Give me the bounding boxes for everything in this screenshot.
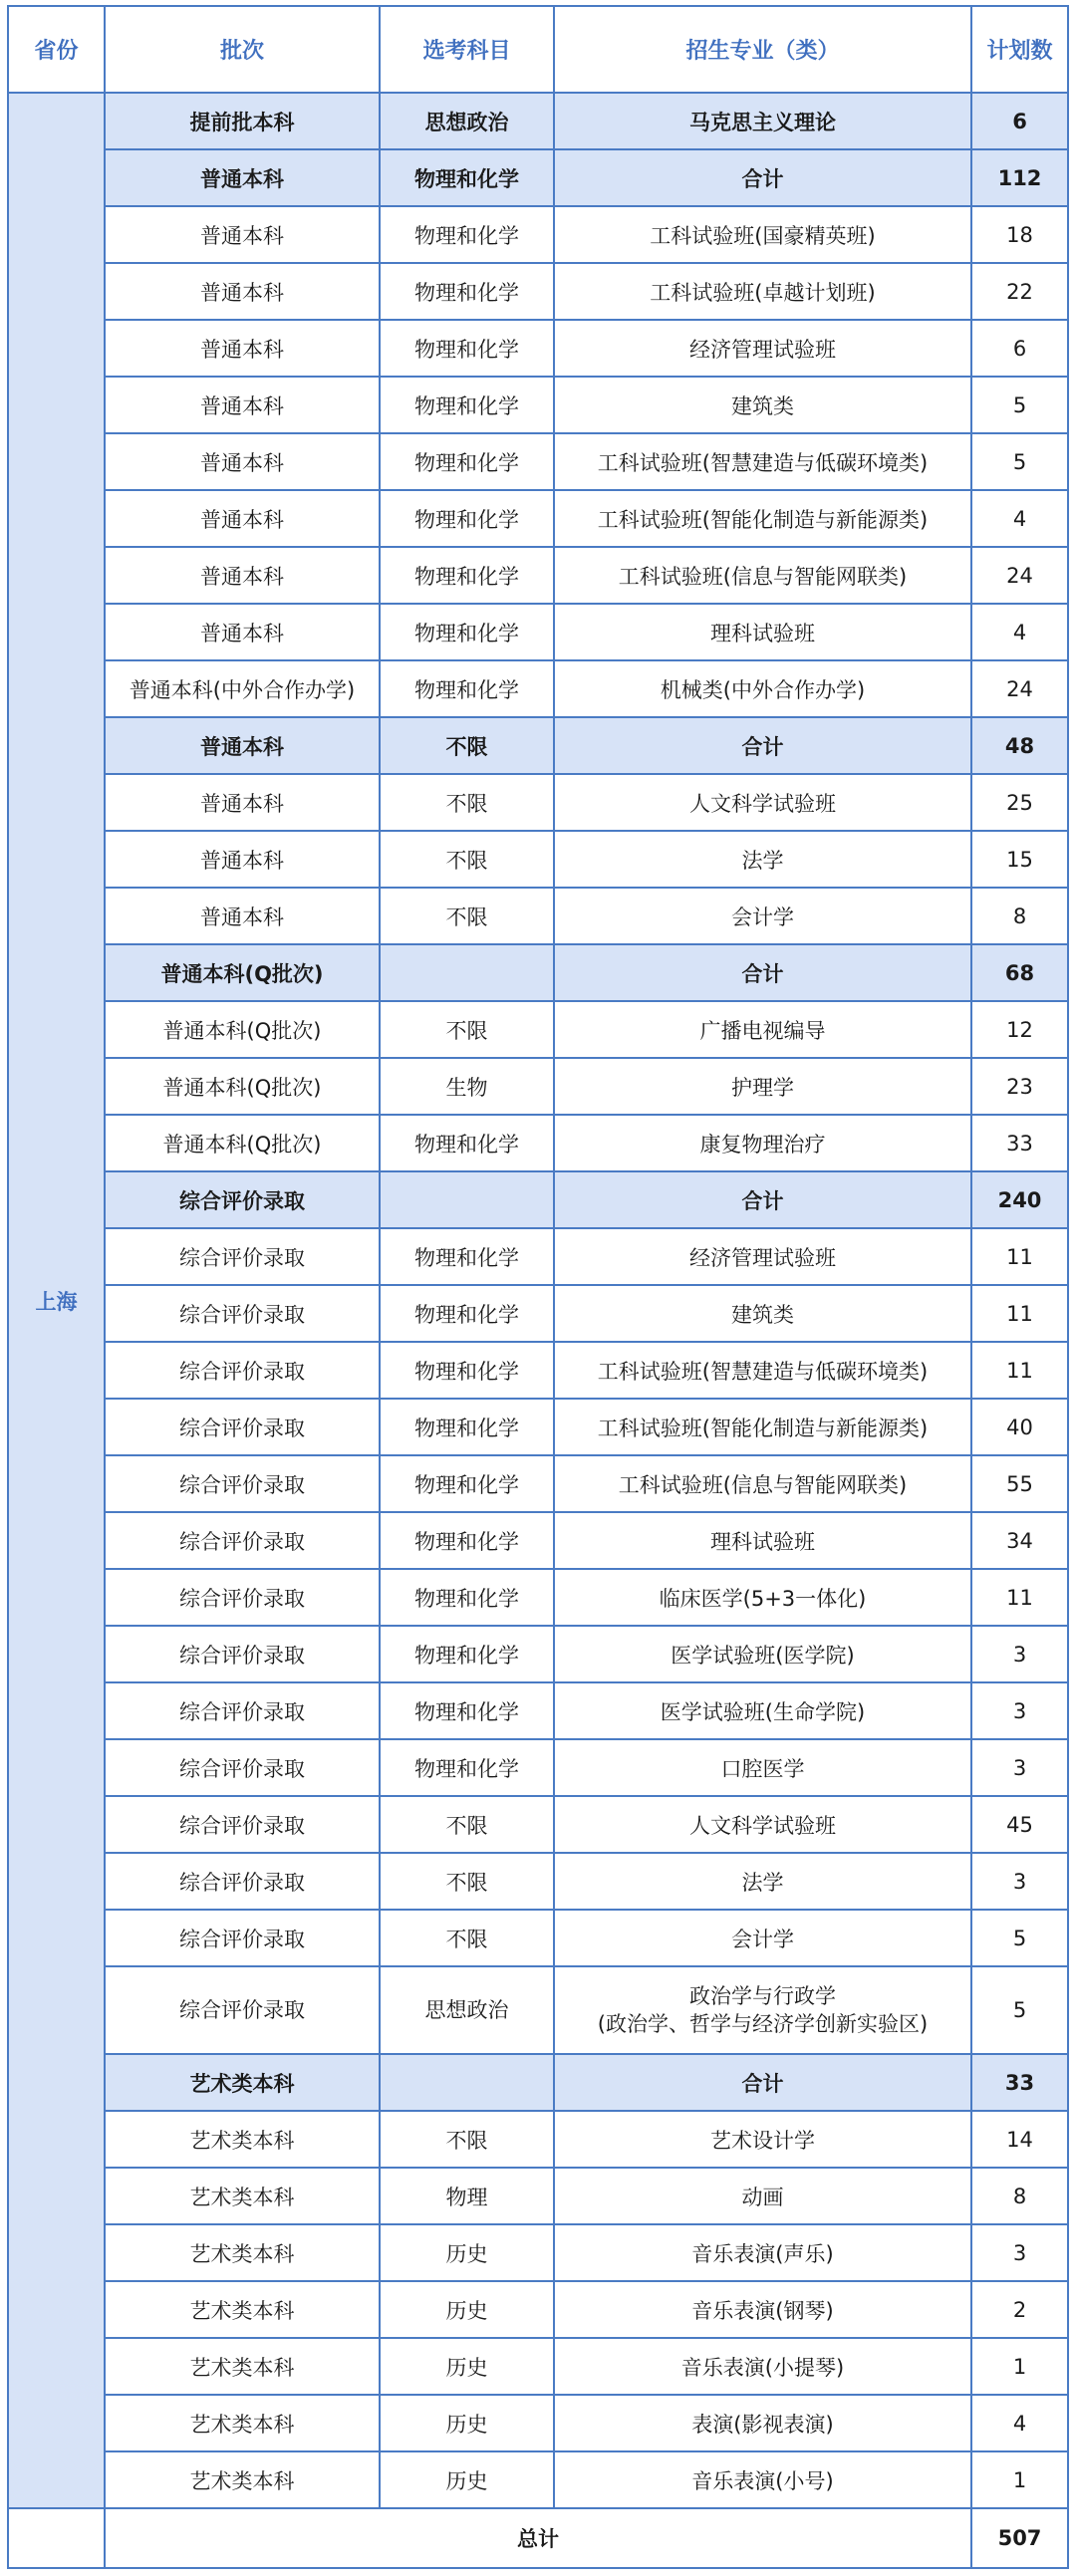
major-cell: 音乐表演(小提琴) xyxy=(554,2338,971,2395)
table-row xyxy=(8,263,1068,320)
major-cell xyxy=(554,1966,971,2054)
subject-cell: 历史 xyxy=(380,2281,554,2338)
plan-cell: 1 xyxy=(971,2451,1068,2508)
table-row xyxy=(8,2111,1068,2168)
subject-cell: 物理和化学 xyxy=(380,433,554,490)
batch-cell: 普通本科 xyxy=(105,433,380,490)
major-cell: 工科试验班(国豪精英班) xyxy=(554,206,971,263)
subject-cell: 物理和化学 xyxy=(380,1228,554,1285)
province-cell: 上海 xyxy=(8,93,105,2508)
table-row xyxy=(8,1115,1068,1171)
total-label: 总计 xyxy=(105,2508,971,2568)
subject-cell: 不限 xyxy=(380,2111,554,2168)
table-row xyxy=(8,320,1068,377)
header-province: 省份 xyxy=(8,6,105,93)
batch-cell: 艺术类本科 xyxy=(105,2168,380,2224)
batch-cell: 普通本科 xyxy=(105,547,380,604)
batch-cell: 综合评价录取 xyxy=(105,1399,380,1455)
major-cell: 音乐表演(声乐) xyxy=(554,2224,971,2281)
subject-cell: 物理和化学 xyxy=(380,1399,554,1455)
table-row xyxy=(8,547,1068,604)
subject-cell: 不限 xyxy=(380,1001,554,1058)
batch-cell: 艺术类本科 xyxy=(105,2224,380,2281)
major-cell: 康复物理治疗 xyxy=(554,1115,971,1171)
plan-cell: 24 xyxy=(971,660,1068,717)
table-row xyxy=(8,1796,1068,1853)
plan-cell: 11 xyxy=(971,1228,1068,1285)
batch-cell: 普通本科 xyxy=(105,490,380,547)
major-cell: 工科试验班(智慧建造与低碳环境类) xyxy=(554,433,971,490)
batch-cell: 普通本科(Q批次) xyxy=(105,1001,380,1058)
batch-cell: 综合评价录取 xyxy=(105,1682,380,1739)
table-row xyxy=(8,1626,1068,1682)
plan-cell: 11 xyxy=(971,1569,1068,1626)
major-line: 政治学与行政学 xyxy=(689,1983,836,2008)
plan-cell: 33 xyxy=(971,2054,1068,2111)
batch-cell: 普通本科(中外合作办学) xyxy=(105,660,380,717)
subject-cell xyxy=(380,1171,554,1228)
subject-cell: 物理和化学 xyxy=(380,320,554,377)
major-cell: 法学 xyxy=(554,831,971,888)
plan-cell: 25 xyxy=(971,774,1068,831)
table-row xyxy=(8,206,1068,263)
subject-cell: 物理和化学 xyxy=(380,206,554,263)
subject-cell: 不限 xyxy=(380,831,554,888)
plan-cell: 5 xyxy=(971,433,1068,490)
table-row xyxy=(8,1228,1068,1285)
table-wrapper xyxy=(7,5,1069,2569)
admissions-plan-table xyxy=(7,5,1069,2569)
batch-cell: 综合评价录取 xyxy=(105,1285,380,1342)
plan-cell: 3 xyxy=(971,1739,1068,1796)
subject-cell: 物理和化学 xyxy=(380,604,554,660)
table-row xyxy=(8,1285,1068,1342)
plan-cell: 5 xyxy=(971,1966,1068,2054)
subtotal-row xyxy=(8,944,1068,1001)
table-row xyxy=(8,377,1068,433)
plan-cell: 12 xyxy=(971,1001,1068,1058)
major-cell: 人文科学试验班 xyxy=(554,774,971,831)
plan-cell: 240 xyxy=(971,1171,1068,1228)
major-cell: 音乐表演(小号) xyxy=(554,2451,971,2508)
subject-cell: 物理和化学 xyxy=(380,1115,554,1171)
batch-cell: 艺术类本科 xyxy=(105,2054,380,2111)
batch-cell: 综合评价录取 xyxy=(105,1512,380,1569)
batch-cell: 普通本科 xyxy=(105,377,380,433)
subject-cell: 物理和化学 xyxy=(380,1455,554,1512)
major-cell: 工科试验班(卓越计划班) xyxy=(554,263,971,320)
major-cell: 经济管理试验班 xyxy=(554,1228,971,1285)
table-row xyxy=(8,2395,1068,2451)
plan-cell: 3 xyxy=(971,1682,1068,1739)
major-cell: 临床医学(5+3一体化) xyxy=(554,1569,971,1626)
batch-cell: 普通本科 xyxy=(105,717,380,774)
subtotal-row xyxy=(8,93,1068,149)
table-row xyxy=(8,2338,1068,2395)
major-cell: 医学试验班(生命学院) xyxy=(554,1682,971,1739)
major-cell: 表演(影视表演) xyxy=(554,2395,971,2451)
batch-cell: 综合评价录取 xyxy=(105,1966,380,2054)
subject-cell: 不限 xyxy=(380,1796,554,1853)
major-cell: 马克思主义理论 xyxy=(554,93,971,149)
major-cell: 艺术设计学 xyxy=(554,2111,971,2168)
batch-cell: 综合评价录取 xyxy=(105,1171,380,1228)
table-row xyxy=(8,1966,1068,2054)
subtotal-row xyxy=(8,2054,1068,2111)
subject-cell: 物理和化学 xyxy=(380,1342,554,1399)
major-cell: 工科试验班(信息与智能网联类) xyxy=(554,1455,971,1512)
table-row xyxy=(8,2281,1068,2338)
major-cell: 建筑类 xyxy=(554,377,971,433)
table-row xyxy=(8,1853,1068,1910)
major-cell: 护理学 xyxy=(554,1058,971,1115)
plan-cell: 15 xyxy=(971,831,1068,888)
table-row xyxy=(8,2168,1068,2224)
plan-cell: 4 xyxy=(971,604,1068,660)
subject-cell: 物理和化学 xyxy=(380,490,554,547)
plan-cell: 3 xyxy=(971,1626,1068,1682)
subject-cell: 物理和化学 xyxy=(380,660,554,717)
major-cell: 理科试验班 xyxy=(554,1512,971,1569)
table-row xyxy=(8,1399,1068,1455)
subject-cell: 不限 xyxy=(380,1910,554,1966)
batch-cell: 普通本科 xyxy=(105,206,380,263)
batch-cell: 综合评价录取 xyxy=(105,1342,380,1399)
subtotal-row xyxy=(8,1171,1068,1228)
plan-cell: 5 xyxy=(971,377,1068,433)
major-cell: 工科试验班(智能化制造与新能源类) xyxy=(554,1399,971,1455)
plan-cell: 33 xyxy=(971,1115,1068,1171)
subject-cell: 物理和化学 xyxy=(380,149,554,206)
plan-cell: 40 xyxy=(971,1399,1068,1455)
plan-cell: 2 xyxy=(971,2281,1068,2338)
plan-cell: 6 xyxy=(971,320,1068,377)
major-cell: 合计 xyxy=(554,149,971,206)
plan-cell: 18 xyxy=(971,206,1068,263)
batch-cell: 提前批本科 xyxy=(105,93,380,149)
batch-cell: 艺术类本科 xyxy=(105,2395,380,2451)
major-cell: 工科试验班(智慧建造与低碳环境类) xyxy=(554,1342,971,1399)
major-cell: 合计 xyxy=(554,944,971,1001)
plan-cell: 3 xyxy=(971,2224,1068,2281)
table-row xyxy=(8,1569,1068,1626)
major-cell: 工科试验班(智能化制造与新能源类) xyxy=(554,490,971,547)
subtotal-row xyxy=(8,149,1068,206)
subject-cell: 不限 xyxy=(380,1853,554,1910)
plan-cell: 1 xyxy=(971,2338,1068,2395)
table-row xyxy=(8,1058,1068,1115)
batch-cell: 综合评价录取 xyxy=(105,1569,380,1626)
subject-cell: 不限 xyxy=(380,717,554,774)
subject-cell: 不限 xyxy=(380,888,554,944)
header-subject: 选考科目 xyxy=(380,6,554,93)
plan-cell: 23 xyxy=(971,1058,1068,1115)
table-row xyxy=(8,1910,1068,1966)
subject-cell: 物理 xyxy=(380,2168,554,2224)
table-row xyxy=(8,888,1068,944)
batch-cell: 艺术类本科 xyxy=(105,2338,380,2395)
batch-cell: 综合评价录取 xyxy=(105,1910,380,1966)
major-cell: 音乐表演(钢琴) xyxy=(554,2281,971,2338)
table-row xyxy=(8,490,1068,547)
major-cell: 会计学 xyxy=(554,888,971,944)
table-row xyxy=(8,1512,1068,1569)
table-row xyxy=(8,831,1068,888)
plan-cell: 5 xyxy=(971,1910,1068,1966)
table-row xyxy=(8,1682,1068,1739)
subject-cell: 物理和化学 xyxy=(380,1569,554,1626)
plan-cell: 22 xyxy=(971,263,1068,320)
batch-cell: 普通本科 xyxy=(105,888,380,944)
plan-cell: 6 xyxy=(971,93,1068,149)
batch-cell: 普通本科(Q批次) xyxy=(105,1058,380,1115)
total-row xyxy=(8,2508,1068,2568)
subject-cell: 历史 xyxy=(380,2224,554,2281)
plan-cell: 24 xyxy=(971,547,1068,604)
subject-cell: 思想政治 xyxy=(380,1966,554,2054)
major-cell: 合计 xyxy=(554,717,971,774)
major-cell: 医学试验班(医学院) xyxy=(554,1626,971,1682)
plan-cell: 3 xyxy=(971,1853,1068,1910)
batch-cell: 综合评价录取 xyxy=(105,1796,380,1853)
plan-cell: 4 xyxy=(971,2395,1068,2451)
batch-cell: 艺术类本科 xyxy=(105,2281,380,2338)
major-cell: 合计 xyxy=(554,1171,971,1228)
major-line-sub: (政治学、哲学与经济学创新实验区) xyxy=(597,2012,929,2036)
batch-cell: 普通本科 xyxy=(105,774,380,831)
batch-cell: 普通本科 xyxy=(105,604,380,660)
plan-cell: 55 xyxy=(971,1455,1068,1512)
plan-cell: 45 xyxy=(971,1796,1068,1853)
batch-cell: 综合评价录取 xyxy=(105,1626,380,1682)
plan-cell: 11 xyxy=(971,1285,1068,1342)
batch-cell: 综合评价录取 xyxy=(105,1228,380,1285)
major-cell: 工科试验班(信息与智能网联类) xyxy=(554,547,971,604)
table-row xyxy=(8,1001,1068,1058)
batch-cell: 普通本科 xyxy=(105,263,380,320)
plan-cell: 34 xyxy=(971,1512,1068,1569)
plan-cell: 8 xyxy=(971,2168,1068,2224)
major-cell: 合计 xyxy=(554,2054,971,2111)
major-cell: 会计学 xyxy=(554,1910,971,1966)
plan-cell: 14 xyxy=(971,2111,1068,2168)
batch-cell: 普通本科 xyxy=(105,149,380,206)
table-row xyxy=(8,660,1068,717)
subject-cell: 不限 xyxy=(380,774,554,831)
table-row xyxy=(8,604,1068,660)
major-cell: 法学 xyxy=(554,1853,971,1910)
table-row xyxy=(8,2224,1068,2281)
table-row xyxy=(8,1455,1068,1512)
subject-cell: 物理和化学 xyxy=(380,1682,554,1739)
major-cell: 人文科学试验班 xyxy=(554,1796,971,1853)
table-row xyxy=(8,433,1068,490)
batch-cell: 艺术类本科 xyxy=(105,2111,380,2168)
table-row xyxy=(8,1739,1068,1796)
batch-cell: 综合评价录取 xyxy=(105,1739,380,1796)
subject-cell xyxy=(380,2054,554,2111)
batch-cell: 普通本科 xyxy=(105,320,380,377)
batch-cell: 普通本科(Q批次) xyxy=(105,1115,380,1171)
total-blank-cell xyxy=(8,2508,105,2568)
header-plan: 计划数 xyxy=(971,6,1068,93)
table-header-row xyxy=(8,6,1068,93)
subject-cell: 物理和化学 xyxy=(380,263,554,320)
major-cell: 机械类(中外合作办学) xyxy=(554,660,971,717)
header-major: 招生专业（类） xyxy=(554,6,971,93)
major-cell: 动画 xyxy=(554,2168,971,2224)
subject-cell: 物理和化学 xyxy=(380,1626,554,1682)
major-cell: 口腔医学 xyxy=(554,1739,971,1796)
batch-cell: 普通本科(Q批次) xyxy=(105,944,380,1001)
batch-cell: 普通本科 xyxy=(105,831,380,888)
subject-cell: 历史 xyxy=(380,2451,554,2508)
table-row xyxy=(8,774,1068,831)
subject-cell: 历史 xyxy=(380,2395,554,2451)
plan-cell: 48 xyxy=(971,717,1068,774)
plan-cell: 11 xyxy=(971,1342,1068,1399)
subject-cell: 物理和化学 xyxy=(380,377,554,433)
major-cell: 建筑类 xyxy=(554,1285,971,1342)
major-cell: 理科试验班 xyxy=(554,604,971,660)
subtotal-row xyxy=(8,717,1068,774)
batch-cell: 艺术类本科 xyxy=(105,2451,380,2508)
header-batch: 批次 xyxy=(105,6,380,93)
major-cell: 经济管理试验班 xyxy=(554,320,971,377)
subject-cell: 物理和化学 xyxy=(380,1512,554,1569)
plan-cell: 68 xyxy=(971,944,1068,1001)
total-value: 507 xyxy=(971,2508,1068,2568)
batch-cell: 综合评价录取 xyxy=(105,1455,380,1512)
table-row xyxy=(8,2451,1068,2508)
subject-cell: 物理和化学 xyxy=(380,547,554,604)
subject-cell: 思想政治 xyxy=(380,93,554,149)
plan-cell: 8 xyxy=(971,888,1068,944)
subject-cell: 物理和化学 xyxy=(380,1285,554,1342)
subject-cell xyxy=(380,944,554,1001)
plan-cell: 112 xyxy=(971,149,1068,206)
batch-cell: 综合评价录取 xyxy=(105,1853,380,1910)
major-cell: 广播电视编导 xyxy=(554,1001,971,1058)
subject-cell: 生物 xyxy=(380,1058,554,1115)
subject-cell: 历史 xyxy=(380,2338,554,2395)
subject-cell: 物理和化学 xyxy=(380,1739,554,1796)
table-row xyxy=(8,1342,1068,1399)
plan-cell: 4 xyxy=(971,490,1068,547)
